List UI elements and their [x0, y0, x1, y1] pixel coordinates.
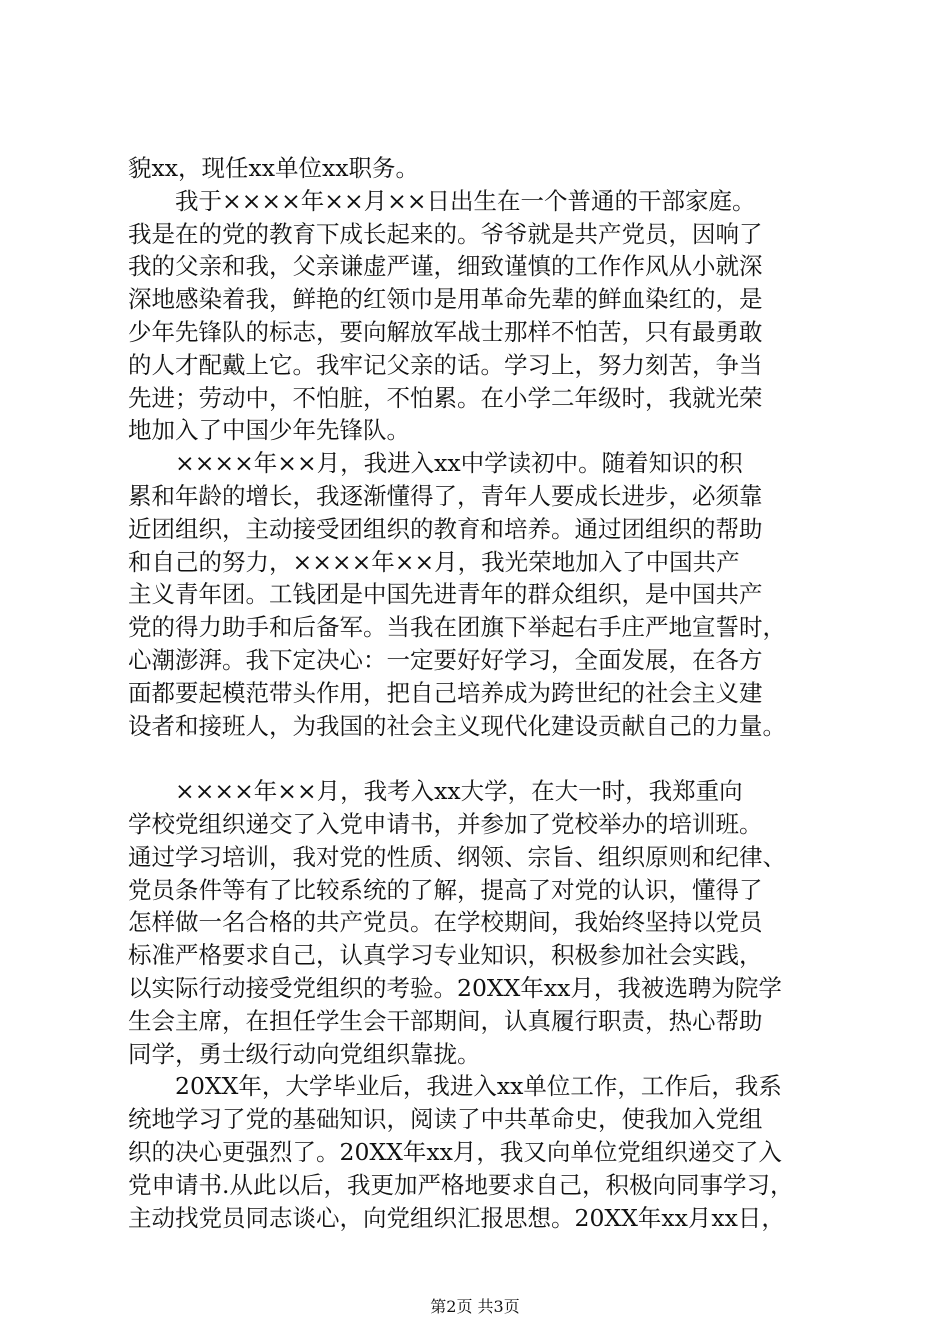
text-line: 20XX年，大学毕业后，我进入xx单位工作，工作后，我系	[128, 1072, 782, 1101]
text-line: 我的父亲和我，父亲谦虚严谨，细致谨慎的工作作风从小就深	[128, 252, 763, 281]
text-line: 心潮澎湃。我下定决心：一定要好好学习，全面发展，在各方	[128, 645, 763, 674]
text-line: 主义青年团。工钱团是中国先进青年的群众组织，是中国共产	[128, 580, 763, 609]
text-line: 统地学习了党的基础知识，阅读了中共革命史，使我加入党组	[128, 1105, 763, 1134]
text-line: 以实际行动接受党组织的考验。20XX年xx月，我被选聘为院学	[128, 973, 782, 1002]
text-line: 党员条件等有了比较系统的了解，提高了对党的认识，懂得了	[128, 875, 763, 904]
text-line: 累和年龄的增长，我逐渐懂得了，青年人要成长进步，必须靠	[128, 481, 763, 510]
text-line: 先进；劳动中，不怕脏，不怕累。在小学二年级时，我就光荣	[128, 383, 763, 412]
text-line: 通过学习培训，我对党的性质、纲领、宗旨、组织原则和纪律、	[128, 842, 786, 871]
text-line: 面都要起模范带头作用，把自己培养成为跨世纪的社会主义建	[128, 678, 763, 707]
text-line: 设者和接班人，为我国的社会主义现代化建设贡献自己的力量。	[128, 711, 786, 740]
text-line: 和自己的努力，××××年××月，我光荣地加入了中国共产	[128, 547, 740, 576]
text-line: 貌xx，现任xx单位xx职务。	[128, 154, 420, 182]
text-line: 少年先锋队的标志，要向解放军战士那样不怕苦，只有最勇敢	[128, 317, 763, 346]
text-line: 的人才配戴上它。我牢记父亲的话。学习上，努力刻苦，争当	[128, 350, 763, 379]
text-line: 党的得力助手和后备军。当我在团旗下举起右手庄严地宣誓时，	[128, 613, 786, 642]
text-line: ××××年××月，我进入xx中学读初中。随着知识的积	[128, 449, 743, 478]
text-line: 我于××××年××月××日出生在一个普通的干部家庭。	[128, 186, 756, 215]
page-number-label: 第2页 共3页	[430, 1297, 520, 1316]
text-line: 深地感染着我，鲜艳的红领巾是用革命先辈的鲜血染红的，是	[128, 285, 763, 314]
text-line: 标准严格要求自己，认真学习专业知识，积极参加社会实践，	[128, 941, 763, 970]
page-footer	[0, 1297, 950, 1317]
text-line: 党申请书.从此以后，我更加严格地要求自己，积极向同事学习，	[128, 1170, 794, 1199]
text-line: 学校党组织递交了入党申请书，并参加了党校举办的培训班。	[128, 809, 763, 838]
text-line: 织的决心更强烈了。20XX年xx月，我又向单位党组织递交了入	[128, 1137, 782, 1166]
text-line: 同学，勇士级行动向党组织靠拢。	[128, 1039, 481, 1068]
text-line: 近团组织，主动接受团组织的教育和培养。通过团组织的帮助	[128, 514, 763, 543]
text-line: 生会主席，在担任学生会干部期间，认真履行职责，热心帮助	[128, 1006, 763, 1035]
text-line: 我是在的党的教育下成长起来的。爷爷就是共产党员，因响了	[128, 219, 763, 248]
text-line: 主动找党员同志谈心，向党组织汇报思想。20XX年xx月xx日，	[128, 1203, 785, 1232]
text-line: 地加入了中国少年先锋队。	[128, 416, 410, 445]
blank-line	[128, 742, 828, 775]
document-body	[128, 152, 828, 1234]
text-line: 怎样做一名合格的共产党员。在学校期间，我始终坚持以党员	[128, 908, 763, 937]
text-line: ××××年××月，我考入xx大学，在大一时，我郑重向	[128, 777, 743, 806]
